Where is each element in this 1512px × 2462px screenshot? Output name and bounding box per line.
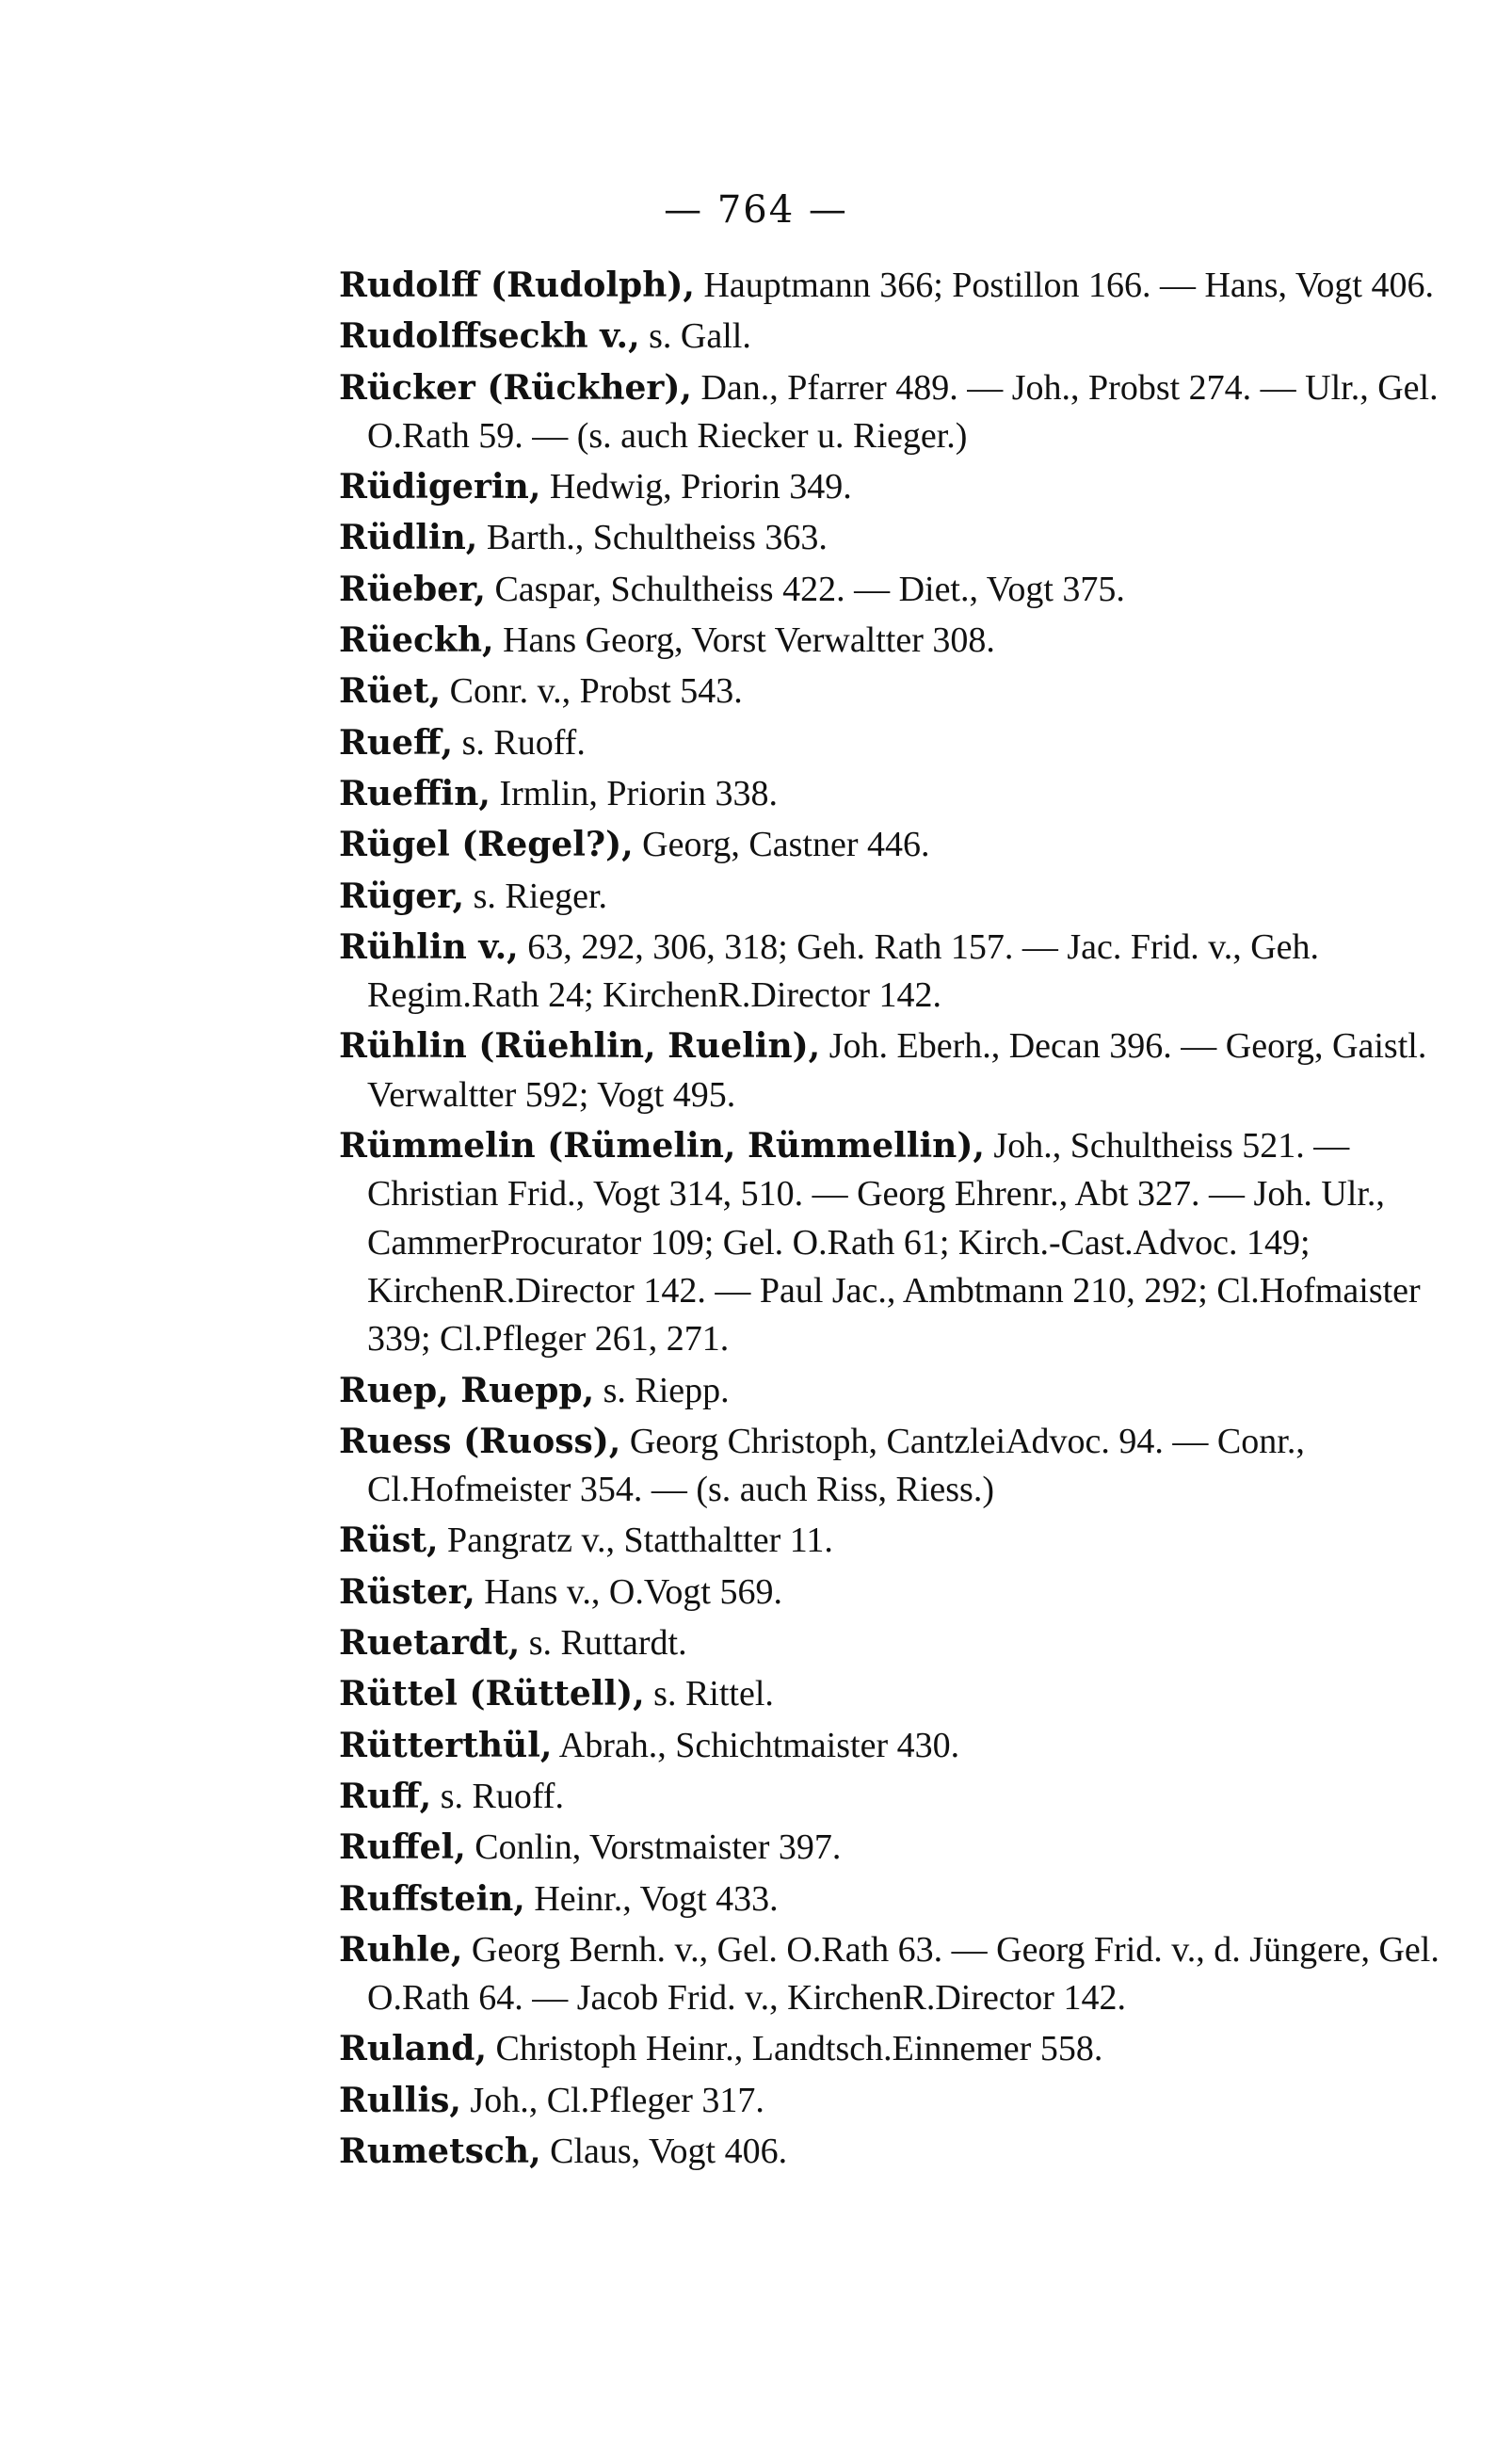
register-entry xyxy=(339,1722,1488,1770)
register-entry xyxy=(339,1824,1488,1872)
entry-text: s. Gall. xyxy=(639,316,751,357)
entry-text: Heinr., Vogt 433. xyxy=(524,1878,779,1919)
register-entry xyxy=(339,1875,1488,1923)
entry-name: Rüttel (Rüttell), xyxy=(339,1674,645,1714)
register-entry xyxy=(339,873,1488,921)
register-entry xyxy=(339,364,1488,461)
entry-name: Rühlin v., xyxy=(339,926,519,967)
entry-name: Rudolff (Rudolph), xyxy=(339,266,695,305)
entry-name: Rüeckh, xyxy=(339,620,494,661)
register-entry xyxy=(339,617,1488,665)
entry-text: Conlin, Vorstmaister 397. xyxy=(465,1827,842,1868)
entry-name: Rueff, xyxy=(339,722,454,763)
entry-text: s. Ruttardt. xyxy=(520,1623,687,1664)
entry-name: Rügel (Regel?), xyxy=(339,825,634,865)
entry-name: Ruep, Ruepp, xyxy=(339,1370,595,1410)
entry-text: s. Rieger. xyxy=(464,876,608,916)
register-entry xyxy=(339,1670,1488,1718)
entry-text: s. Riepp. xyxy=(594,1370,730,1410)
entry-name: Rüger, xyxy=(339,876,465,916)
entry-name: Ruhle, xyxy=(339,1929,463,1970)
register-entry xyxy=(339,313,1488,361)
entry-text: Pangratz v., Statthaltter 11. xyxy=(438,1521,833,1561)
entry-text: Conr. v., Probst 543. xyxy=(441,671,743,712)
entry-text: Hans v., O.Vogt 569. xyxy=(475,1571,782,1612)
entry-name: Rücker (Rückher), xyxy=(339,367,692,408)
entry-name: Rueffin, xyxy=(339,773,491,813)
entry-text: Joh. Eberh., Decan 396. — Georg, Gaistl. Verwaltter 592; Vogt 495. xyxy=(367,1026,1427,1115)
register-entry xyxy=(339,1517,1488,1565)
register-entry xyxy=(339,463,1488,511)
register-entry xyxy=(339,514,1488,562)
register-entry xyxy=(339,1022,1488,1119)
entry-name: Ruland, xyxy=(339,2029,487,2069)
entry-name: Rumetsch, xyxy=(339,2131,541,2171)
register-entry xyxy=(339,2025,1488,2073)
register-entry xyxy=(339,1619,1488,1667)
entry-text: Georg Bernh. v., Gel. O.Rath 63. — Georg Frid. v., d. Jüngere, Gel. O.Rath 64. — Jacob Frid. v., KirchenR.Director 142. xyxy=(367,1929,1440,2019)
register-entry xyxy=(339,1569,1488,1617)
entry-text: Georg Christoph, CantzleiAdvoc. 94. — Conr., Cl.Hofmeister 354. — (s. auch Riss, Riess.) xyxy=(367,1421,1305,1510)
entry-name: Rütterthül, xyxy=(339,1725,553,1765)
register-entry xyxy=(339,770,1488,818)
entry-text: Abrah., Schichtmaister 430. xyxy=(552,1725,960,1765)
entry-text: Christoph Heinr., Landtsch.Einnemer 558. xyxy=(486,2029,1103,2069)
register-entry xyxy=(339,821,1488,869)
entry-text: Hauptmann 366; Postillon 166. — Hans, Vogt 406. xyxy=(694,266,1434,305)
entry-text: Barth., Schultheiss 363. xyxy=(477,518,828,558)
register-entry xyxy=(339,566,1488,614)
entry-name: Rüeber, xyxy=(339,569,486,609)
entry-text: Georg, Castner 446. xyxy=(633,825,930,865)
entry-text: 63, 292, 306, 318; Geh. Rath 157. — Jac. Frid. v., Geh. Regim.Rath 24; KirchenR.Director 142. xyxy=(367,926,1320,1016)
entry-name: Rüet, xyxy=(339,671,442,712)
entry-name: Rullis, xyxy=(339,2080,461,2120)
register-entry xyxy=(339,1367,1488,1415)
register-entry xyxy=(339,1773,1488,1821)
entry-text: Joh., Cl.Pfleger 317. xyxy=(460,2080,764,2120)
register-entry xyxy=(339,1122,1488,1363)
register-entry xyxy=(339,719,1488,767)
entry-text: Caspar, Schultheiss 422. — Diet., Vogt 375. xyxy=(485,569,1125,609)
entry-text: Irmlin, Priorin 338. xyxy=(490,773,778,813)
entry-name: Rühlin (Rüehlin, Ruelin), xyxy=(339,1026,821,1067)
entry-text: Claus, Vogt 406. xyxy=(540,2131,788,2171)
entry-name: Rüdigerin, xyxy=(339,467,541,507)
entry-name: Rüster, xyxy=(339,1571,475,1612)
page-number: — 764 — xyxy=(664,188,848,232)
entry-text: s. Ruoff. xyxy=(431,1776,564,1816)
register-entry xyxy=(339,668,1488,716)
entry-name: Rüst, xyxy=(339,1521,439,1561)
entry-text: Dan., Pfarrer 489. — Joh., Probst 274. — Ulr., Gel. O.Rath 59. — (s. auch Riecker u. Rieger.) xyxy=(367,367,1439,456)
register-entry xyxy=(339,2128,1488,2176)
entry-name: Rüdlin, xyxy=(339,518,478,558)
entry-name: Rümmelin (Rümelin, Rümmellin), xyxy=(339,1126,985,1167)
entry-text: Joh., Schultheiss 521. — Christian Frid., Vogt 314, 510. — Georg Ehrenr., Abt 327. — Joh. Ulr., CammerProcurator 109; Gel. O.Rath 61; Kirch.-Cast.Advoc. 149; KirchenR.Director 142. — Paul Jac., Ambtmann 210, 292; Cl.Hofmaister 339; Cl.Pfleger 261, 271. xyxy=(367,1126,1421,1360)
entry-text: Hedwig, Priorin 349. xyxy=(540,467,852,507)
entry-text: s. Rittel. xyxy=(644,1674,774,1714)
entry-name: Ruetardt, xyxy=(339,1623,521,1664)
entry-name: Ruffstein, xyxy=(339,1878,525,1919)
register-entry xyxy=(339,1418,1488,1515)
register-list xyxy=(339,262,1488,2179)
entry-text: s. Ruoff. xyxy=(453,722,586,763)
register-entry xyxy=(339,1926,1488,2023)
entry-name: Ruess (Ruoss), xyxy=(339,1421,621,1461)
entry-text: Hans Georg, Vorst Verwaltter 308. xyxy=(493,620,995,661)
entry-name: Ruffel, xyxy=(339,1827,466,1868)
register-entry xyxy=(339,924,1488,1021)
register-entry xyxy=(339,2077,1488,2125)
register-entry xyxy=(339,262,1488,310)
entry-name: Ruff, xyxy=(339,1776,432,1816)
entry-name: Rudolffseckh v., xyxy=(339,316,640,357)
